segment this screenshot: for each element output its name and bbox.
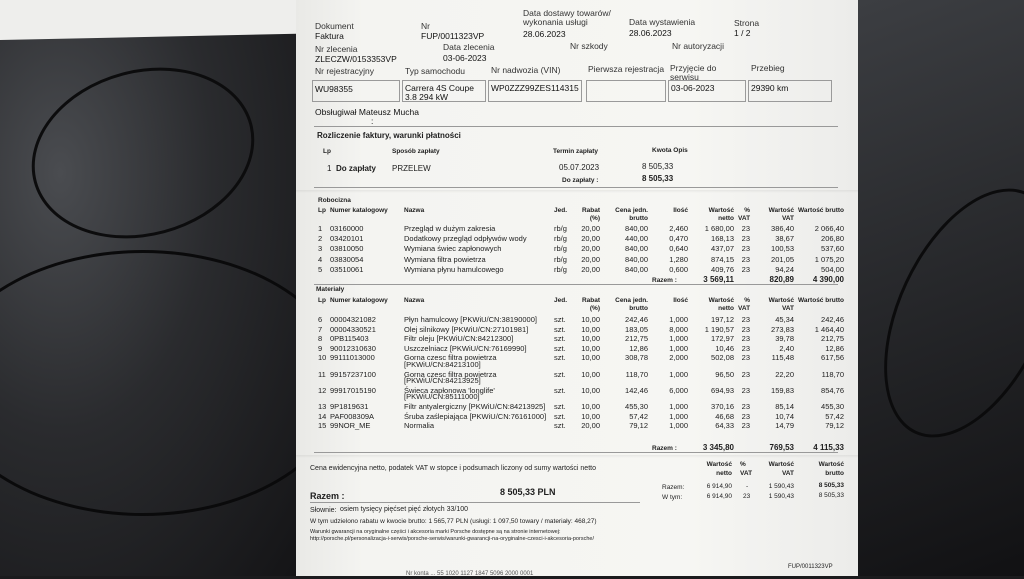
- labor-cell: Dodatkowy przegląd odpływów wody: [404, 234, 527, 244]
- labor-cell: 100,53: [771, 244, 794, 254]
- labor-cell: Wymiana filtra powietrza: [404, 254, 486, 264]
- labor-cell: 0,470: [669, 234, 688, 244]
- reg-value: WU98355: [315, 84, 353, 94]
- payment-row-lp: 1: [327, 164, 332, 173]
- labor-cell: Przegląd w dużym zakresia: [404, 224, 496, 233]
- labor-cell: 874,15: [711, 254, 734, 264]
- materials-row: [296, 344, 858, 354]
- materials-header-cell: % VAT: [738, 297, 751, 312]
- labor-total-net: 3 569,11: [703, 275, 734, 284]
- order-date-label: Data zlecenia: [443, 42, 495, 52]
- first-reg-box: [586, 80, 666, 102]
- first-reg-label: Pierwsza rejestracja: [588, 64, 665, 74]
- labor-cell: 03420101: [330, 234, 364, 244]
- materials-cell: 10,00: [581, 411, 600, 421]
- materials-cell: 46,68: [715, 411, 734, 421]
- materials-cell: 12,86: [825, 343, 844, 353]
- labor-header-cell: Jed.: [554, 207, 568, 214]
- divider: [314, 452, 838, 453]
- materials-cell: 23: [741, 369, 750, 379]
- labor-header-cell: Rabat (%): [581, 207, 600, 222]
- reflection-curve: [849, 162, 1024, 465]
- labor-header-cell: Wartość netto: [708, 207, 734, 222]
- materials-total-vat: 769,53: [769, 443, 794, 452]
- summary-razem-vat: 1 590,43: [768, 483, 794, 490]
- materials-cell: PAF008309A: [330, 411, 375, 421]
- materials-cell: 45,34: [775, 315, 794, 324]
- materials-cell: 1,000: [669, 402, 688, 411]
- labor-cell: 23: [741, 254, 750, 264]
- payment-due-value: 8 505,33: [642, 174, 674, 183]
- materials-cell: 1,000: [669, 334, 688, 344]
- materials-cell: szt.: [554, 369, 566, 379]
- materials-cell: Filtr antyalergiczny [PKWiU/CN:84213925]: [404, 402, 546, 411]
- vin-label: Nr nadwozia (VIN): [491, 65, 561, 75]
- materials-cell: 242,46: [625, 315, 648, 324]
- materials-cell: szt.: [554, 324, 566, 334]
- labor-cell: 437,07: [711, 244, 734, 254]
- labor-cell: 0,640: [669, 244, 688, 254]
- materials-cell: 22,20: [775, 369, 794, 379]
- summary-col-net: Wartość netto: [706, 461, 732, 477]
- materials-cell: 12,86: [629, 343, 648, 353]
- handler-label: Obsługiwał Mateusz Mucha: [315, 107, 419, 117]
- labor-cell: 5: [318, 264, 323, 274]
- materials-cell: 85,14: [775, 402, 794, 411]
- materials-cell: 10,00: [581, 369, 600, 379]
- materials-cell: 2,40: [779, 343, 794, 353]
- summary-col-gross: Wartość brutto: [818, 461, 844, 477]
- divider: [314, 187, 838, 188]
- labor-cell: rb/g: [554, 224, 567, 233]
- issue-label: Data wystawienia: [629, 17, 696, 27]
- footer-bank-cut: Nr konta ... 55 1020 1127 1847 5096 2000 0001: [406, 571, 534, 577]
- labor-cell: 23: [741, 244, 750, 254]
- materials-cell: 8,000: [669, 324, 688, 334]
- materials-cell: 2,000: [669, 353, 688, 363]
- labor-cell: 2 066,40: [814, 224, 844, 233]
- materials-cell: 159,83: [771, 385, 794, 395]
- materials-cell: Gorna czesc filtra powietrza: [404, 369, 497, 379]
- doc-label: Dokument: [315, 21, 354, 31]
- materials-cell: 7: [318, 324, 323, 334]
- divider: [314, 284, 838, 285]
- materials-cell: Płyn hamulcowy [PKWiU/CN:38190000]: [404, 315, 537, 324]
- labor-cell: 840,00: [625, 254, 648, 264]
- paper-fold: [296, 455, 858, 458]
- materials-cell: Filtr oleju [PKWiU/CN:84212300]: [404, 334, 514, 344]
- words-value: osiem tysięcy pięćset pięć złotych 33/100: [340, 506, 469, 513]
- payment-due-label: Do zapłaty :: [562, 177, 599, 184]
- materials-row: [296, 315, 858, 325]
- materials-row: [296, 325, 858, 335]
- car-value-1: Carrera 4S Coupe: [405, 83, 474, 93]
- order-nr-label: Nr zlecenia: [315, 44, 358, 54]
- materials-cell: 1 190,57: [704, 324, 734, 334]
- materials-cell: 14: [318, 411, 327, 421]
- materials-cell: 23: [741, 385, 750, 395]
- materials-cell: 6,000: [669, 385, 688, 395]
- labor-cell: 3: [318, 244, 323, 254]
- materials-cell: 10,00: [581, 353, 600, 363]
- payment-col-lp: Lp: [323, 148, 331, 155]
- materials-row: [296, 421, 858, 431]
- labor-cell: 03160000: [330, 224, 364, 233]
- materials-cell: 308,78: [625, 353, 648, 363]
- materials-row: [296, 412, 858, 422]
- materials-cell: 10,00: [581, 315, 600, 324]
- labor-cell: 23: [741, 234, 750, 244]
- labor-cell: 1: [318, 224, 323, 233]
- materials-cell: Świeca zapłonowa 'longlife': [404, 385, 495, 395]
- invoice-document: [296, 0, 858, 576]
- nr-label: Nr: [421, 21, 430, 31]
- summary-wtym-label: W tym:: [662, 494, 683, 501]
- nr-value: FUP/0011323VP: [421, 31, 485, 41]
- materials-cell: 370,16: [711, 402, 734, 411]
- materials-cell: 23: [741, 411, 750, 421]
- handler-colon: :: [371, 116, 374, 126]
- materials-cell: 20,00: [581, 421, 600, 431]
- labor-total-gross: 4 390,00: [812, 275, 844, 284]
- materials-cell: [PKWiU/CN:84213925]: [404, 376, 481, 386]
- materials-cell: 6: [318, 315, 323, 324]
- materials-cell: [PKWiU/CN:84213100]: [404, 360, 481, 369]
- materials-cell: 79,12: [629, 421, 648, 431]
- payment-col-amount: Kwota Opis: [652, 147, 688, 154]
- materials-cell: 10,00: [581, 324, 600, 334]
- materials-header-cell: Lp: [318, 297, 326, 304]
- materials-cell: 197,12: [711, 315, 734, 324]
- labor-cell: 20,00: [581, 244, 600, 254]
- labor-cell: 20,00: [581, 264, 600, 274]
- materials-cell: 23: [741, 324, 750, 334]
- labor-cell: 1 075,20: [814, 254, 844, 264]
- labor-cell: 23: [741, 264, 750, 274]
- labor-cell: 1 680,00: [704, 224, 734, 233]
- labor-cell: 386,40: [771, 224, 794, 233]
- labor-cell: 440,00: [625, 234, 648, 244]
- car-value-2: 3.8 294 kW: [405, 92, 448, 102]
- materials-cell: 1,000: [669, 421, 688, 431]
- materials-row: [296, 392, 858, 402]
- materials-cell: 10,00: [581, 402, 600, 411]
- materials-cell: 617,56: [821, 353, 844, 363]
- materials-cell: 1,000: [669, 411, 688, 421]
- service-in-value: 03-06-2023: [671, 83, 715, 93]
- labor-total-vat: 820,89: [769, 275, 794, 284]
- background-right: [858, 0, 1024, 576]
- materials-cell: szt.: [554, 411, 566, 421]
- warranty-line-1: Warunki gwarancji na oryginalne części i akcesoria marki Porsche dostępne są na stronie internetowej:: [310, 529, 561, 535]
- labor-cell: 23: [741, 224, 750, 233]
- materials-cell: szt.: [554, 353, 566, 363]
- materials-cell: 11: [318, 369, 326, 379]
- reg-label: Nr rejestracyjny: [315, 66, 375, 76]
- words-label: Słownie:: [310, 507, 337, 514]
- reflection-curve: [0, 250, 346, 516]
- materials-cell: Normalia: [404, 421, 435, 431]
- materials-cell: 90012310630: [330, 343, 376, 353]
- materials-cell: szt.: [554, 343, 566, 353]
- materials-cell: 14,79: [775, 421, 794, 431]
- materials-cell: 13: [318, 402, 327, 411]
- summary-wtym-pct: 23: [743, 493, 751, 500]
- materials-header-cell: Numer katalogowy: [330, 297, 388, 304]
- summary-wtym-net: 6 914,90: [706, 493, 732, 500]
- materials-cell: 39,78: [775, 334, 794, 344]
- materials-cell: 99157237100: [330, 369, 376, 379]
- materials-cell: 23: [741, 402, 750, 411]
- materials-cell: 10,00: [581, 334, 600, 344]
- footer-nr: FUP/0011323VP: [788, 564, 833, 570]
- delivery-value: 28.06.2023: [523, 29, 566, 39]
- labor-cell: Wymiana płynu hamulcowego: [404, 264, 504, 274]
- materials-cell: 455,30: [821, 402, 844, 411]
- materials-row: [296, 376, 858, 386]
- materials-cell: 115,48: [771, 353, 794, 363]
- payment-row-method: PRZELEW: [392, 164, 431, 173]
- materials-cell: 854,76: [821, 385, 844, 395]
- labor-cell: 03830054: [330, 254, 364, 264]
- labor-cell: 2,460: [669, 224, 688, 233]
- materials-cell: 242,46: [821, 315, 844, 324]
- car-label: Typ samochodu: [405, 66, 466, 76]
- materials-cell: 502,08: [711, 353, 734, 363]
- materials-cell: 1,000: [669, 315, 688, 324]
- doc-value: Faktura: [315, 31, 344, 41]
- labor-cell: 94,24: [775, 264, 794, 274]
- labor-cell: rb/g: [554, 254, 567, 264]
- materials-header-cell: Rabat (%): [581, 297, 600, 312]
- materials-cell: szt.: [554, 421, 566, 431]
- mileage-label: Przebieg: [751, 63, 785, 73]
- total-value: 8 505,33 PLN: [500, 487, 556, 497]
- labor-row: [296, 224, 858, 234]
- labor-cell: 03510061: [330, 264, 364, 274]
- labor-cell: rb/g: [554, 264, 567, 274]
- total-label: Razem :: [310, 491, 345, 501]
- divider: [314, 126, 838, 127]
- materials-cell: 79,12: [825, 421, 844, 431]
- materials-cell: 00004330521: [330, 324, 376, 334]
- materials-cell: 8: [318, 334, 323, 344]
- materials-cell: szt.: [554, 334, 566, 344]
- summary-razem-net: 6 914,90: [706, 483, 732, 490]
- materials-cell: 64,33: [715, 421, 734, 431]
- materials-header-cell: Jed.: [554, 297, 568, 304]
- labor-cell: 168,13: [711, 234, 734, 244]
- materials-cell: 694,93: [711, 385, 734, 395]
- labor-cell: 20,00: [581, 254, 600, 264]
- materials-header-cell: Nazwa: [404, 297, 425, 304]
- warranty-line-2: http://porsche.pl/personalizacja-i-serwis/porsche-serwis/warunki-gwarancji-na-oryginalne-czesci-i-akcesoria-porsche/: [310, 536, 594, 542]
- materials-cell: 12: [318, 385, 327, 395]
- labor-cell: rb/g: [554, 244, 567, 254]
- materials-header-cell: Wartość brutto: [798, 297, 844, 304]
- labor-cell: rb/g: [554, 234, 567, 244]
- materials-header-cell: Wartość netto: [708, 297, 734, 312]
- materials-cell: szt.: [554, 315, 566, 324]
- summary-wtym-vat: 1 590,43: [768, 493, 794, 500]
- summary-razem-label: Razem:: [662, 484, 685, 491]
- materials-row: [296, 334, 858, 344]
- materials-header-cell: Ilość: [673, 297, 688, 304]
- summary-razem-pct: -: [746, 483, 749, 490]
- materials-cell: 23: [741, 315, 750, 324]
- labor-header-cell: Nazwa: [404, 207, 425, 214]
- labor-cell: 206,80: [821, 234, 844, 244]
- materials-cell: 172,97: [711, 334, 734, 344]
- paper-fold: [296, 190, 858, 193]
- materials-cell: 142,46: [625, 385, 648, 395]
- materials-cell: 99917015190: [330, 385, 376, 395]
- labor-header-cell: Wartość brutto: [798, 207, 844, 214]
- labor-header-cell: Ilość: [673, 207, 688, 214]
- summary-col-vat: Wartość VAT: [768, 461, 794, 477]
- labor-cell: 840,00: [625, 244, 648, 254]
- discount-info: W tym udzielono rabatu w kwocie brutto: 1 565,77 PLN (usługi: 1 097,50 towary / materiały: 468,27): [310, 518, 597, 525]
- labor-cell: 201,05: [771, 254, 794, 264]
- materials-cell: [PKWiU/CN:85111000]: [404, 392, 480, 402]
- payment-col-term: Termin zapłaty: [553, 148, 599, 155]
- materials-cell: 212,75: [625, 334, 648, 344]
- materials-cell: 99NOR_ME: [330, 421, 371, 431]
- materials-cell: 99111013000: [330, 353, 375, 363]
- materials-cell: 9P1819631: [330, 402, 369, 411]
- payment-row-desc: Do zapłaty: [336, 164, 377, 173]
- materials-cell: 273,83: [771, 324, 794, 334]
- materials-total-gross: 4 115,33: [813, 443, 844, 452]
- labor-header-cell: % VAT: [738, 207, 751, 222]
- labor-header-cell: Numer katalogowy: [330, 207, 388, 214]
- labor-row: [296, 255, 858, 265]
- materials-cell: 57,42: [825, 411, 844, 421]
- labor-cell: 20,00: [581, 224, 600, 233]
- order-nr-value: ZLECZW/0153353VP: [315, 54, 397, 64]
- materials-cell: 10,74: [775, 411, 794, 421]
- materials-cell: 183,05: [625, 324, 648, 334]
- labor-cell: 504,00: [821, 264, 844, 274]
- summary-note: Cena ewidencyjna netto, podatek VAT w stopce i podsumach liczony od sumy wartości netto: [310, 465, 596, 472]
- materials-header-cell: Wartość VAT: [768, 297, 794, 312]
- background-left: [0, 0, 300, 576]
- materials-header-row: [296, 297, 858, 312]
- reflection-curve: [12, 44, 273, 263]
- materials-cell: 9: [318, 343, 323, 353]
- materials-cell: 57,42: [629, 411, 648, 421]
- damage-label: Nr szkody: [570, 41, 608, 51]
- order-date-value: 03-06-2023: [443, 53, 487, 63]
- labor-cell: 409,76: [711, 264, 734, 274]
- mileage-value: 29390 km: [751, 83, 789, 93]
- materials-cell: Śruba zaślepiająca [PKWiU/CN:76161000]: [404, 411, 547, 421]
- vin-value: WP0ZZZ99ZES114315: [491, 83, 579, 93]
- labor-row: [296, 265, 858, 275]
- materials-cell: 10,00: [581, 385, 600, 395]
- materials-cell: 23: [741, 421, 750, 431]
- materials-cell: 23: [741, 343, 750, 353]
- labor-header-cell: Cena jedn. brutto: [615, 207, 648, 222]
- materials-row: [296, 402, 858, 412]
- payment-col-method: Sposób zapłaty: [392, 148, 440, 155]
- service-in-label: Przyjęcie do serwisu: [670, 63, 717, 82]
- materials-cell: 455,30: [625, 402, 648, 411]
- materials-total-label: Razem :: [652, 445, 677, 452]
- labor-total-label: Razem :: [652, 277, 677, 284]
- delivery-label: Data dostawy towarów/ wykonania usługi: [523, 8, 611, 27]
- summary-col-vat-pct: % VAT: [740, 461, 753, 477]
- labor-cell: 38,67: [775, 234, 794, 244]
- materials-cell: 10: [318, 353, 327, 363]
- materials-cell: 10,46: [715, 343, 734, 353]
- labor-cell: 0,600: [669, 264, 688, 274]
- summary-wtym-gross: 8 505,33: [818, 492, 844, 499]
- materials-row: [296, 360, 858, 370]
- materials-cell: 212,75: [821, 334, 844, 344]
- materials-total-net: 3 345,80: [702, 443, 734, 452]
- summary-razem-gross: 8 505,33: [818, 482, 844, 489]
- page-label: Strona: [734, 18, 760, 28]
- labor-header-cell: Wartość VAT: [768, 207, 794, 222]
- labor-header-row: [296, 207, 858, 222]
- materials-cell: 0PB115403: [330, 334, 369, 344]
- auth-label: Nr autoryzacji: [672, 41, 724, 51]
- materials-cell: 1,000: [669, 369, 688, 379]
- payment-title: Rozliczenie faktury, warunki płatności: [317, 131, 461, 140]
- labor-row: [296, 244, 858, 254]
- labor-cell: 1,280: [669, 254, 688, 264]
- labor-cell: Wymiana świec zapłonowych: [404, 244, 502, 254]
- materials-cell: 23: [741, 334, 750, 344]
- labor-cell: 2: [318, 234, 323, 244]
- labor-cell: 4: [318, 254, 323, 264]
- materials-cell: 23: [741, 353, 750, 363]
- labor-header-cell: Lp: [318, 207, 326, 214]
- labor-cell: 840,00: [625, 224, 648, 233]
- labor-cell: 03810050: [330, 244, 364, 254]
- materials-cell: Gorna czesc filtra powietrza: [404, 353, 497, 363]
- labor-cell: 20,00: [581, 234, 600, 244]
- materials-cell: szt.: [554, 385, 566, 395]
- labor-cell: 537,60: [821, 244, 844, 254]
- materials-cell: Olej silnikowy [PKWiU/CN:27101981]: [404, 324, 529, 334]
- materials-cell: 00004321082: [330, 315, 376, 324]
- materials-cell: szt.: [554, 402, 566, 411]
- issue-value: 28.06.2023: [629, 28, 672, 38]
- page-value: 1 / 2: [734, 28, 751, 38]
- materials-cell: 118,70: [625, 369, 648, 379]
- labor-cell: 840,00: [625, 264, 648, 274]
- labor-title: Robocizna: [318, 197, 351, 204]
- labor-row: [296, 234, 858, 244]
- materials-cell: Uszczelniacz [PKWiU/CN:76169990]: [404, 343, 527, 353]
- materials-cell: 10,00: [581, 343, 600, 353]
- materials-header-cell: Cena jedn. brutto: [615, 297, 648, 312]
- materials-cell: 1 464,40: [814, 324, 844, 334]
- materials-cell: 1,000: [669, 343, 688, 353]
- divider: [310, 502, 640, 503]
- materials-title: Materiały: [316, 286, 345, 293]
- materials-cell: 96,50: [715, 369, 734, 379]
- payment-row-amount: 8 505,33: [642, 162, 674, 171]
- materials-cell: 118,70: [821, 369, 844, 379]
- materials-cell: 15: [318, 421, 327, 431]
- payment-row-term: 05.07.2023: [559, 163, 600, 172]
